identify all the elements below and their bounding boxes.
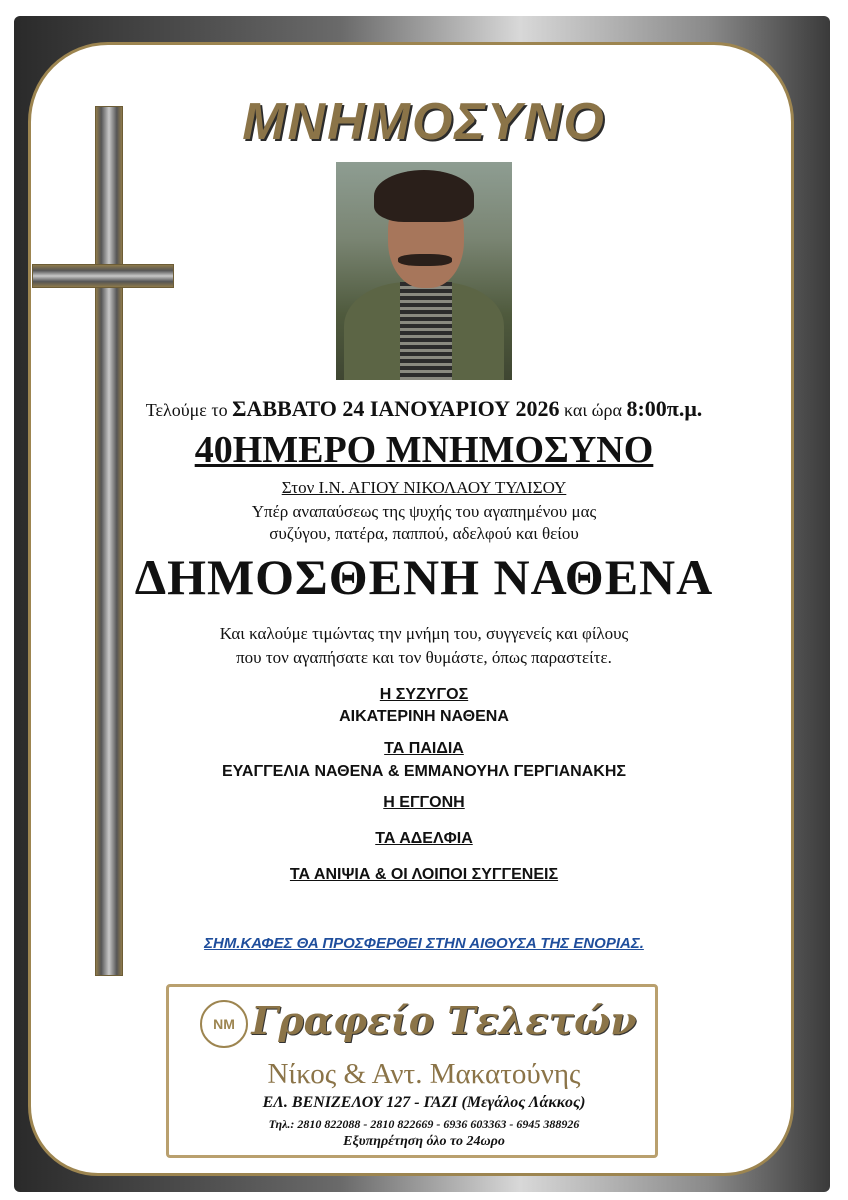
event-title: 40ΗΜΕΡΟ ΜΝΗΜΟΣΥΝΟ [194,429,654,471]
funeral-office-address: ΕΛ. ΒΕΝΙΖΕΛΟΥ 127 - ΓΑΖΙ (Μεγάλος Λάκκος) [262,1094,586,1111]
cross-icon-bar [32,264,174,288]
funeral-office-phones: Τηλ.: 2810 822088 - 2810 822669 - 6936 603363 - 6945 388926 [268,1117,580,1131]
funeral-office-owners: Νίκος & Αντ. Μακατούνης [267,1058,581,1090]
date-prefix: Τελούμε το [145,400,228,420]
mourner-names: ΑΙΚΑΤΕΡΙΝΗ ΝΑΘΕΝΑ [339,708,509,725]
mourner-label: ΤΑ ΑΔΕΛΦΙΑ [375,830,473,847]
deceased-name: ΔΗΜΟΣΘΕΝΗ ΝΑΘΕΝΑ [134,549,714,605]
mourner-label: Η ΣΥΖΥΓΟΣ [379,686,469,703]
mourner-label: Η ΕΓΓΟΝΗ [383,794,465,811]
date-value: ΣΑΒΒΑΤΟ 24 ΙΑΝΟΥΑΡΙΟΥ 2026 [232,396,560,421]
mourner-label: ΤΑ ΑΝΙΨΙΑ & ΟΙ ΛΟΙΠΟΙ ΣΥΓΓΕΝΕΙΣ [289,866,559,883]
date-middle: και ώρα [564,400,622,420]
notice-title: ΜΝΗΜΟΣΥΝΟ [242,93,606,151]
deceased-photo [336,162,512,380]
church-name: Στον Ι.Ν. ΑΓΙΟΥ ΝΙΚΟΛΑΟΥ ΤΥΛΙΣΟΥ [281,478,567,497]
time-value: 8:00π.μ. [626,396,703,421]
date-line [0,396,848,422]
mourner-label: ΤΑ ΠΑΙΔΙΑ [384,740,464,757]
mourner-names: ΕΥΑΓΓΕΛΙΑ ΝΑΘΕΝΑ & ΕΜΜΑΝΟΥΗΛ ΓΕΡΓΙΑΝΑΚΗΣ [222,763,626,780]
invitation-line: Και καλούμε τιμώντας την μνήμη του, συγγενείς και φίλους [219,624,629,643]
invitation-line: που τον αγαπήσατε και τον θυμάστε, όπως παραστείτε. [236,648,612,667]
funeral-office-logo: ΝΜ [200,1000,248,1048]
intro-line: Υπέρ αναπαύσεως της ψυχής του αγαπημένου μας [251,502,597,521]
funeral-office-hours: Εξυπηρέτηση όλο το 24ωρο [343,1134,505,1149]
coffee-note: ΣΗΜ.ΚΑΦΕΣ ΘΑ ΠΡΟΣΦΕΡΘΕΙ ΣΤΗΝ ΑΙΘΟΥΣΑ ΤΗΣ ΕΝΟΡΙΑΣ. [204,935,644,952]
intro-line: συζύγου, πατέρα, παππού, αδελφού και θείου [269,524,579,543]
funeral-office-title: Γραφείο Τελετών [251,998,637,1043]
